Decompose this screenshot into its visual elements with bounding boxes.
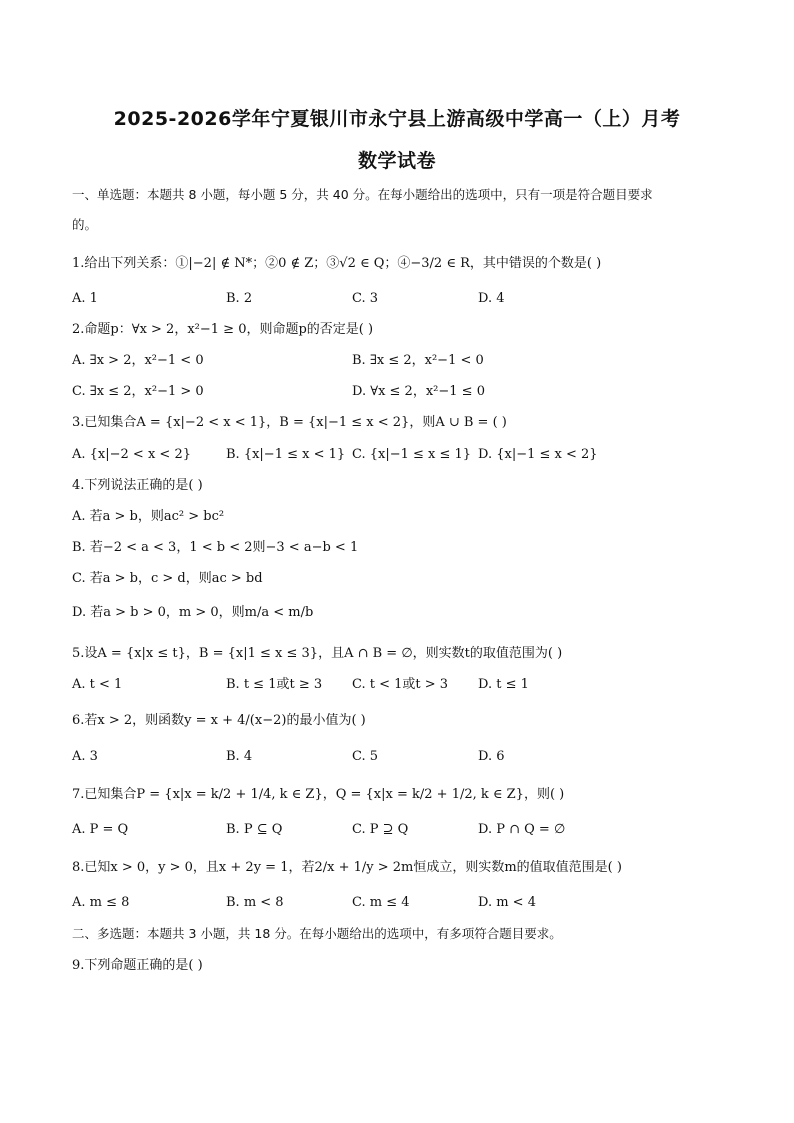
question-5-stem: 5.设A = {x|x ≤ t}，B = {x|1 ≤ x ≤ 3}，且A ∩ B = ∅，则实数t的取值范围为( )	[72, 646, 563, 661]
question-3-option-c[interactable]: C. {x|−1 ≤ x ≤ 1}	[352, 447, 472, 462]
question-2-stem: 2.命题p：∀x > 2，x²−1 ≥ 0，则命题p的否定是( )	[72, 322, 374, 337]
question-2-option-c[interactable]: C. ∃x ≤ 2，x²−1 > 0	[72, 384, 204, 399]
question-5-option-d[interactable]: D. t ≤ 1	[478, 677, 529, 692]
question-1-option-a[interactable]: A. 1	[72, 291, 98, 306]
question-1-option-b[interactable]: B. 2	[226, 291, 253, 306]
question-2-option-b[interactable]: B. ∃x ≤ 2，x²−1 < 0	[352, 353, 484, 368]
question-2-option-a[interactable]: A. ∃x > 2，x²−1 < 0	[72, 353, 204, 368]
question-8-option-c[interactable]: C. m ≤ 4	[352, 895, 410, 910]
section-multi-choice-header: 二、多选题：本题共 3 小题，共 18 分。在每小题给出的选项中，有多项符合题目要求。	[72, 926, 562, 941]
question-6-option-b[interactable]: B. 4	[226, 749, 253, 764]
question-6-option-c[interactable]: C. 5	[352, 749, 379, 764]
question-8-option-d[interactable]: D. m < 4	[478, 895, 536, 910]
question-3-option-b[interactable]: B. {x|−1 ≤ x < 1}	[226, 447, 346, 462]
question-7-option-c[interactable]: C. P ⊇ Q	[352, 822, 409, 837]
question-1-option-d[interactable]: D. 4	[478, 291, 505, 306]
question-1-stem: 1.给出下列关系：①|−2| ∉ N*；②0 ∉ Z；③√2 ∈ Q；④−3/2 ∈ R，其中错误的个数是( )	[72, 256, 602, 271]
question-4-option-b[interactable]: B. 若−2 < a < 3，1 < b < 2则−3 < a−b < 1	[72, 540, 359, 555]
question-4-stem: 4.下列说法正确的是( )	[72, 478, 203, 493]
question-4-option-c[interactable]: C. 若a > b，c > d，则ac > bd	[72, 571, 263, 586]
question-7-option-b[interactable]: B. P ⊆ Q	[226, 822, 283, 837]
section-single-choice-header: 一、单选题：本题共 8 小题，每小题 5 分，共 40 分。在每小题给出的选项中，只有一项是符合题目要求	[72, 187, 653, 202]
question-4-option-a[interactable]: A. 若a > b，则ac² > bc²	[72, 509, 225, 524]
question-2-option-d[interactable]: D. ∀x ≤ 2，x²−1 ≤ 0	[352, 384, 485, 399]
question-8-option-b[interactable]: B. m < 8	[226, 895, 284, 910]
exam-subtitle: 数学试卷	[357, 150, 436, 172]
question-8-option-a[interactable]: A. m ≤ 8	[72, 895, 130, 910]
question-4-option-d[interactable]: D. 若a > b > 0，m > 0，则m/a < m/b	[72, 605, 314, 620]
question-9-stem: 9.下列命题正确的是( )	[72, 958, 203, 973]
question-1-option-c[interactable]: C. 3	[352, 291, 379, 306]
question-8-stem: 8.已知x > 0，y > 0，且x + 2y = 1，若2/x + 1/y > 2m恒成立，则实数m的值取值范围是( )	[72, 860, 622, 875]
question-5-option-b[interactable]: B. t ≤ 1或t ≥ 3	[226, 677, 323, 692]
question-3-stem: 3.已知集合A = {x|−2 < x < 1}，B = {x|−1 ≤ x < 2}，则A ∪ B = ( )	[72, 415, 507, 430]
question-6-option-a[interactable]: A. 3	[72, 749, 98, 764]
question-5-option-a[interactable]: A. t < 1	[72, 677, 123, 692]
section-single-choice-header-cont: 的。	[72, 217, 98, 232]
question-7-option-d[interactable]: D. P ∩ Q = ∅	[478, 822, 566, 837]
question-3-option-a[interactable]: A. {x|−2 < x < 2}	[72, 447, 191, 462]
question-6-option-d[interactable]: D. 6	[478, 749, 505, 764]
question-3-option-d[interactable]: D. {x|−1 ≤ x < 2}	[478, 447, 598, 462]
question-7-stem: 7.已知集合P = {x|x = k/2 + 1/4, k ∈ Z}，Q = {x|x = k/2 + 1/2, k ∈ Z}，则( )	[72, 787, 565, 802]
exam-title: 2025-2026学年宁夏银川市永宁县上游高级中学高一（上）月考	[113, 108, 681, 130]
question-7-option-a[interactable]: A. P = Q	[72, 822, 129, 837]
question-6-stem: 6.若x > 2，则函数y = x + 4/(x−2)的最小值为( )	[72, 713, 366, 728]
question-5-option-c[interactable]: C. t < 1或t > 3	[352, 677, 449, 692]
